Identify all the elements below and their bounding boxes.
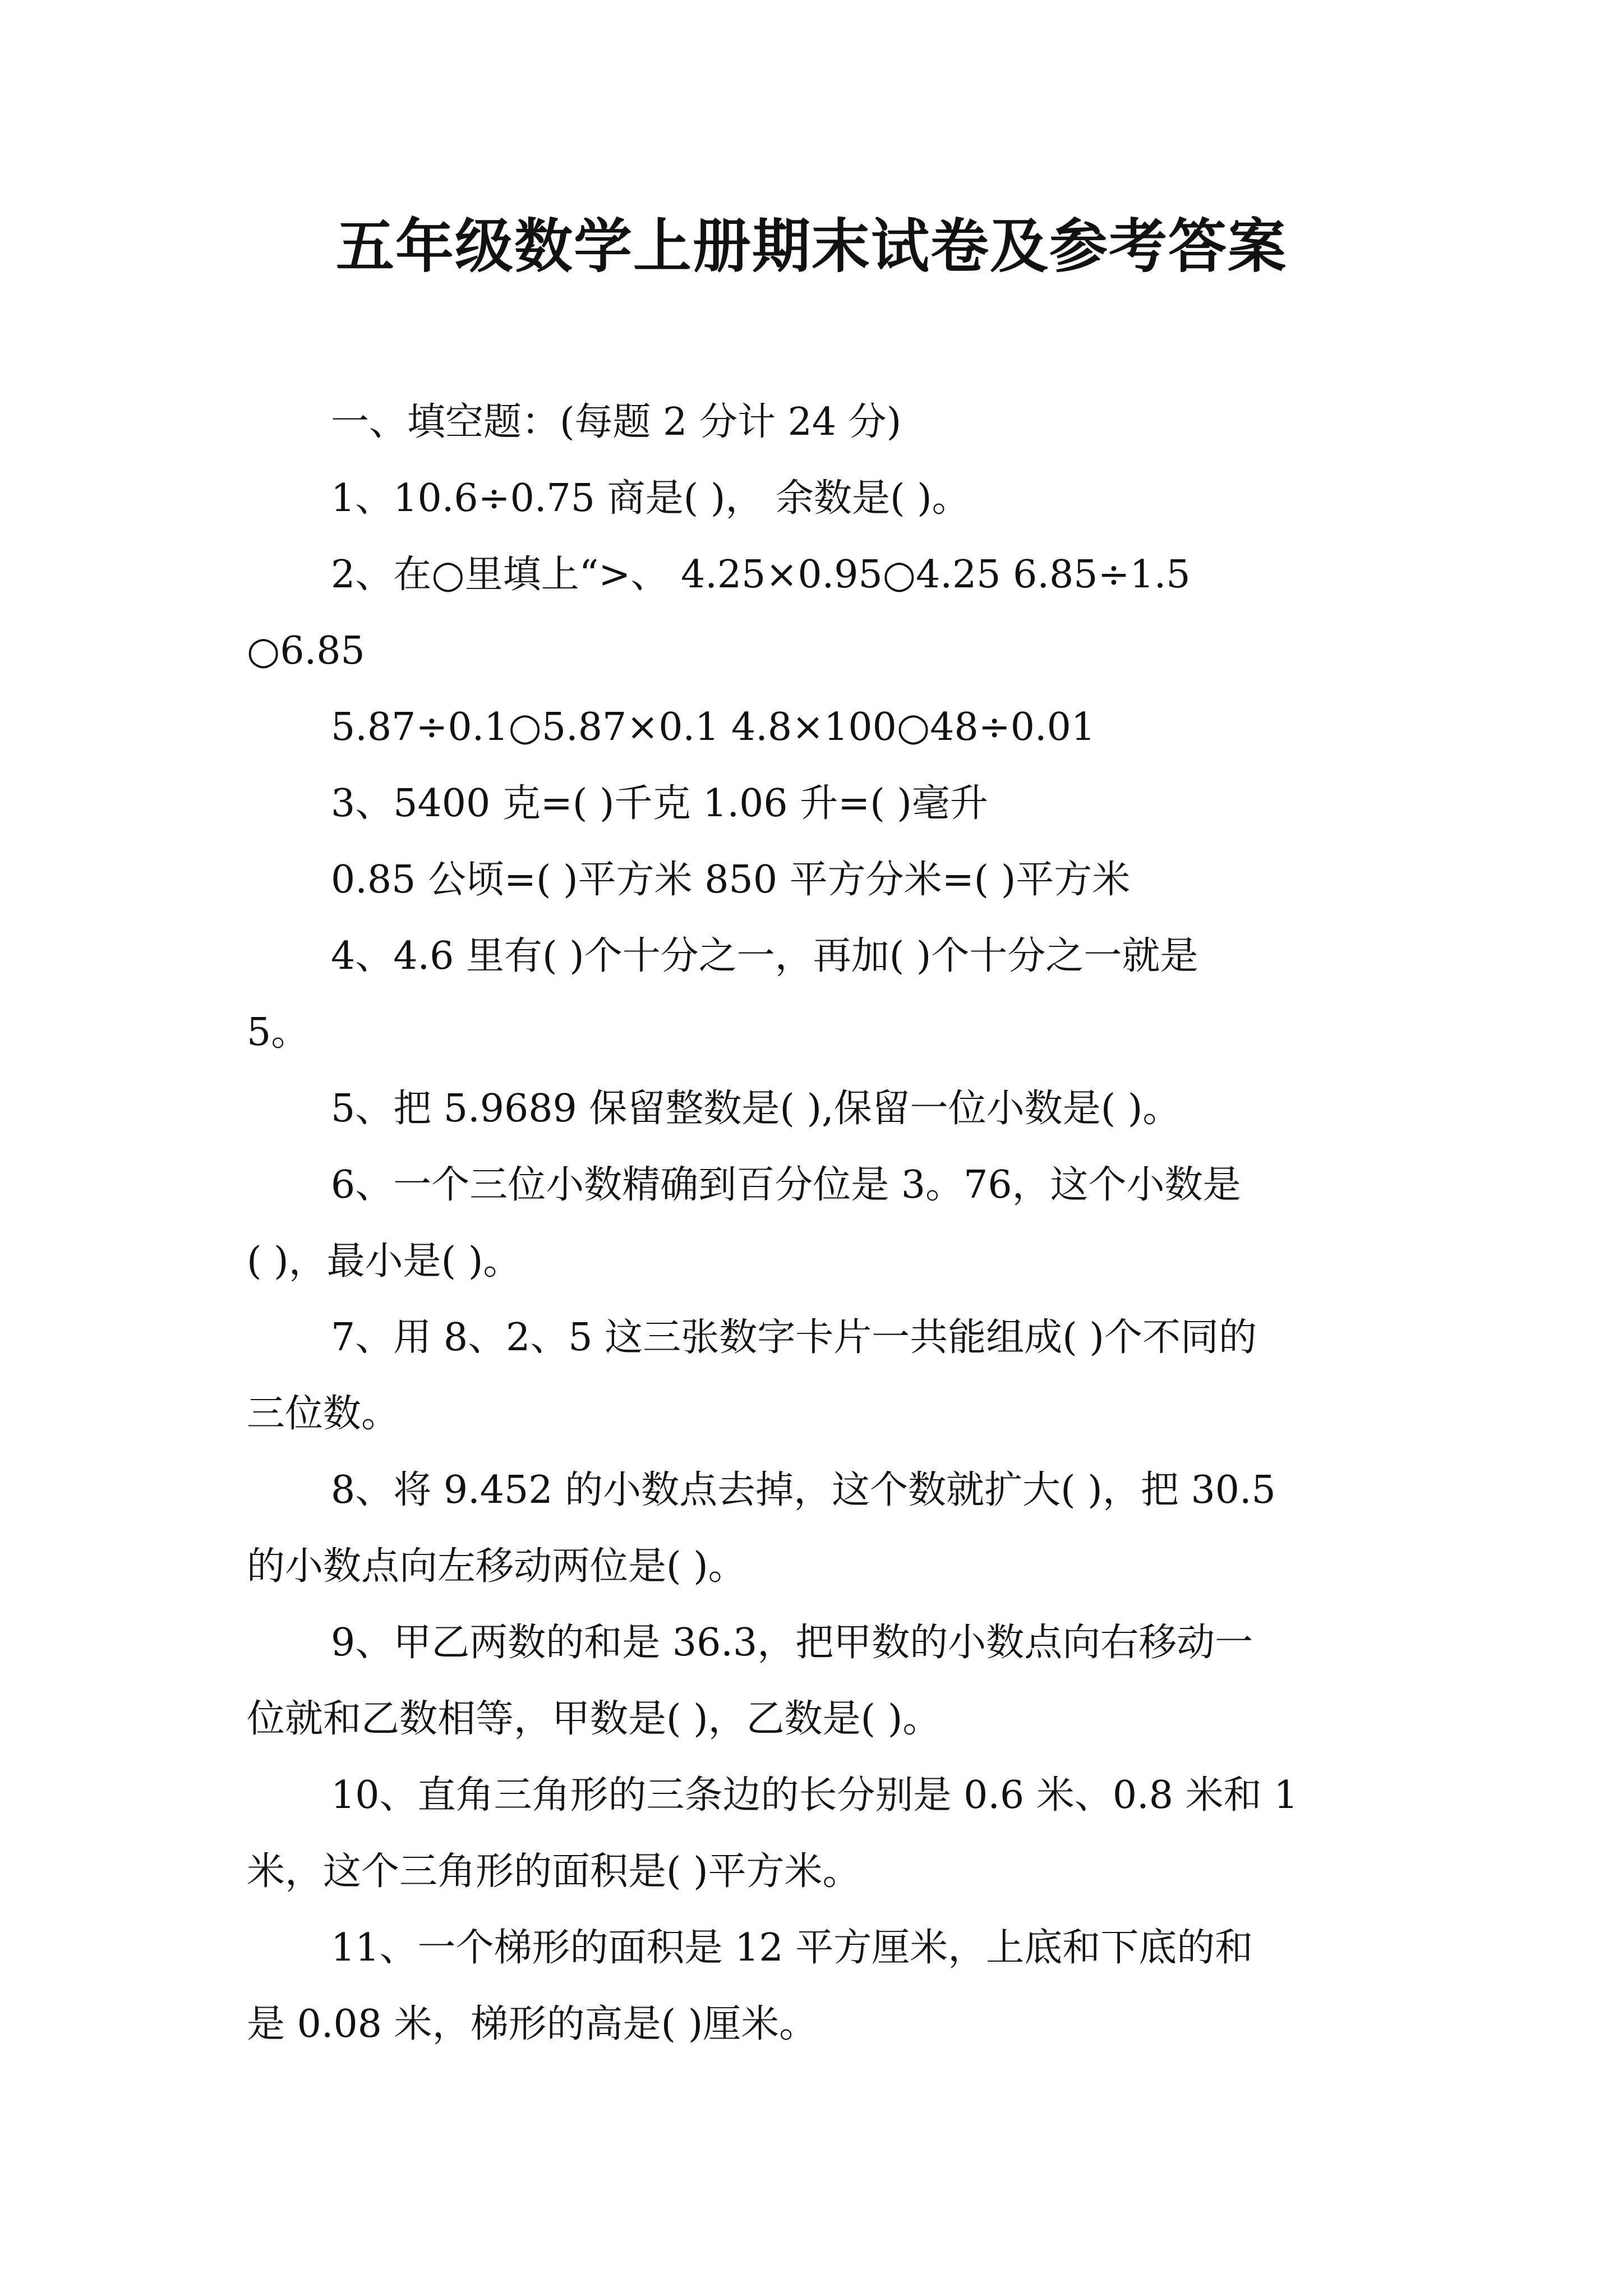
question-2-line-2: 5.87÷0.1○5.87×0.1 4.8×100○48÷0.01 — [331, 705, 1096, 749]
question-6: 6、一个三位小数精确到百分位是 3。76，这个小数是 — [331, 1163, 1241, 1207]
question-9: 9、甲乙两数的和是 36.3，把甲数的小数点向右移动一 — [331, 1621, 1253, 1665]
question-8-continued: 的小数点向左移动两位是( )。 — [247, 1544, 746, 1589]
question-6-continued: ( )，最小是( )。 — [247, 1239, 522, 1283]
question-11: 11、一个梯形的面积是 12 平方厘米，上底和下底的和 — [331, 1926, 1253, 1970]
question-7-continued: 三位数。 — [247, 1392, 400, 1436]
question-1: 1、10.6÷0.75 商是( )， 余数是( )。 — [331, 476, 970, 521]
question-4-continued: 5。 — [247, 1010, 310, 1055]
page-title: 五年级数学上册期末试卷及参考答案 — [335, 211, 1287, 280]
question-3-line-2: 0.85 公顷=( )平方米 850 平方分米=( )平方米 — [331, 858, 1131, 902]
question-10-continued: 米，这个三角形的面积是( )平方米。 — [247, 1849, 861, 1894]
question-11-continued: 是 0.08 米，梯形的高是( )厘米。 — [247, 2002, 818, 2046]
question-2: 2、在○里填上“>、 4.25×0.95○4.25 6.85÷1.5 — [331, 553, 1191, 597]
section-heading: 一、填空题：(每题 2 分计 24 分) — [331, 400, 902, 444]
question-section — [247, 384, 1380, 2063]
question-5: 5、把 5.9689 保留整数是( ),保留一位小数是( )。 — [331, 1087, 1181, 1131]
question-9-continued: 位就和乙数相等，甲数是( )，乙数是( )。 — [247, 1697, 941, 1741]
question-4: 4、4.6 里有( )个十分之一，再加( )个十分之一就是 — [331, 934, 1198, 978]
question-2-continued: ○6.85 — [247, 629, 365, 673]
question-3: 3、5400 克=( )千克 1.06 升=( )毫升 — [331, 781, 988, 826]
question-10: 10、直角三角形的三条边的长分别是 0.6 米、0.8 米和 1 — [331, 1773, 1298, 1818]
question-8: 8、将 9.452 的小数点去掉，这个数就扩大( )，把 30.5 — [331, 1468, 1276, 1512]
question-7: 7、用 8、2、5 这三张数字卡片一共能组成( )个不同的 — [331, 1315, 1257, 1360]
